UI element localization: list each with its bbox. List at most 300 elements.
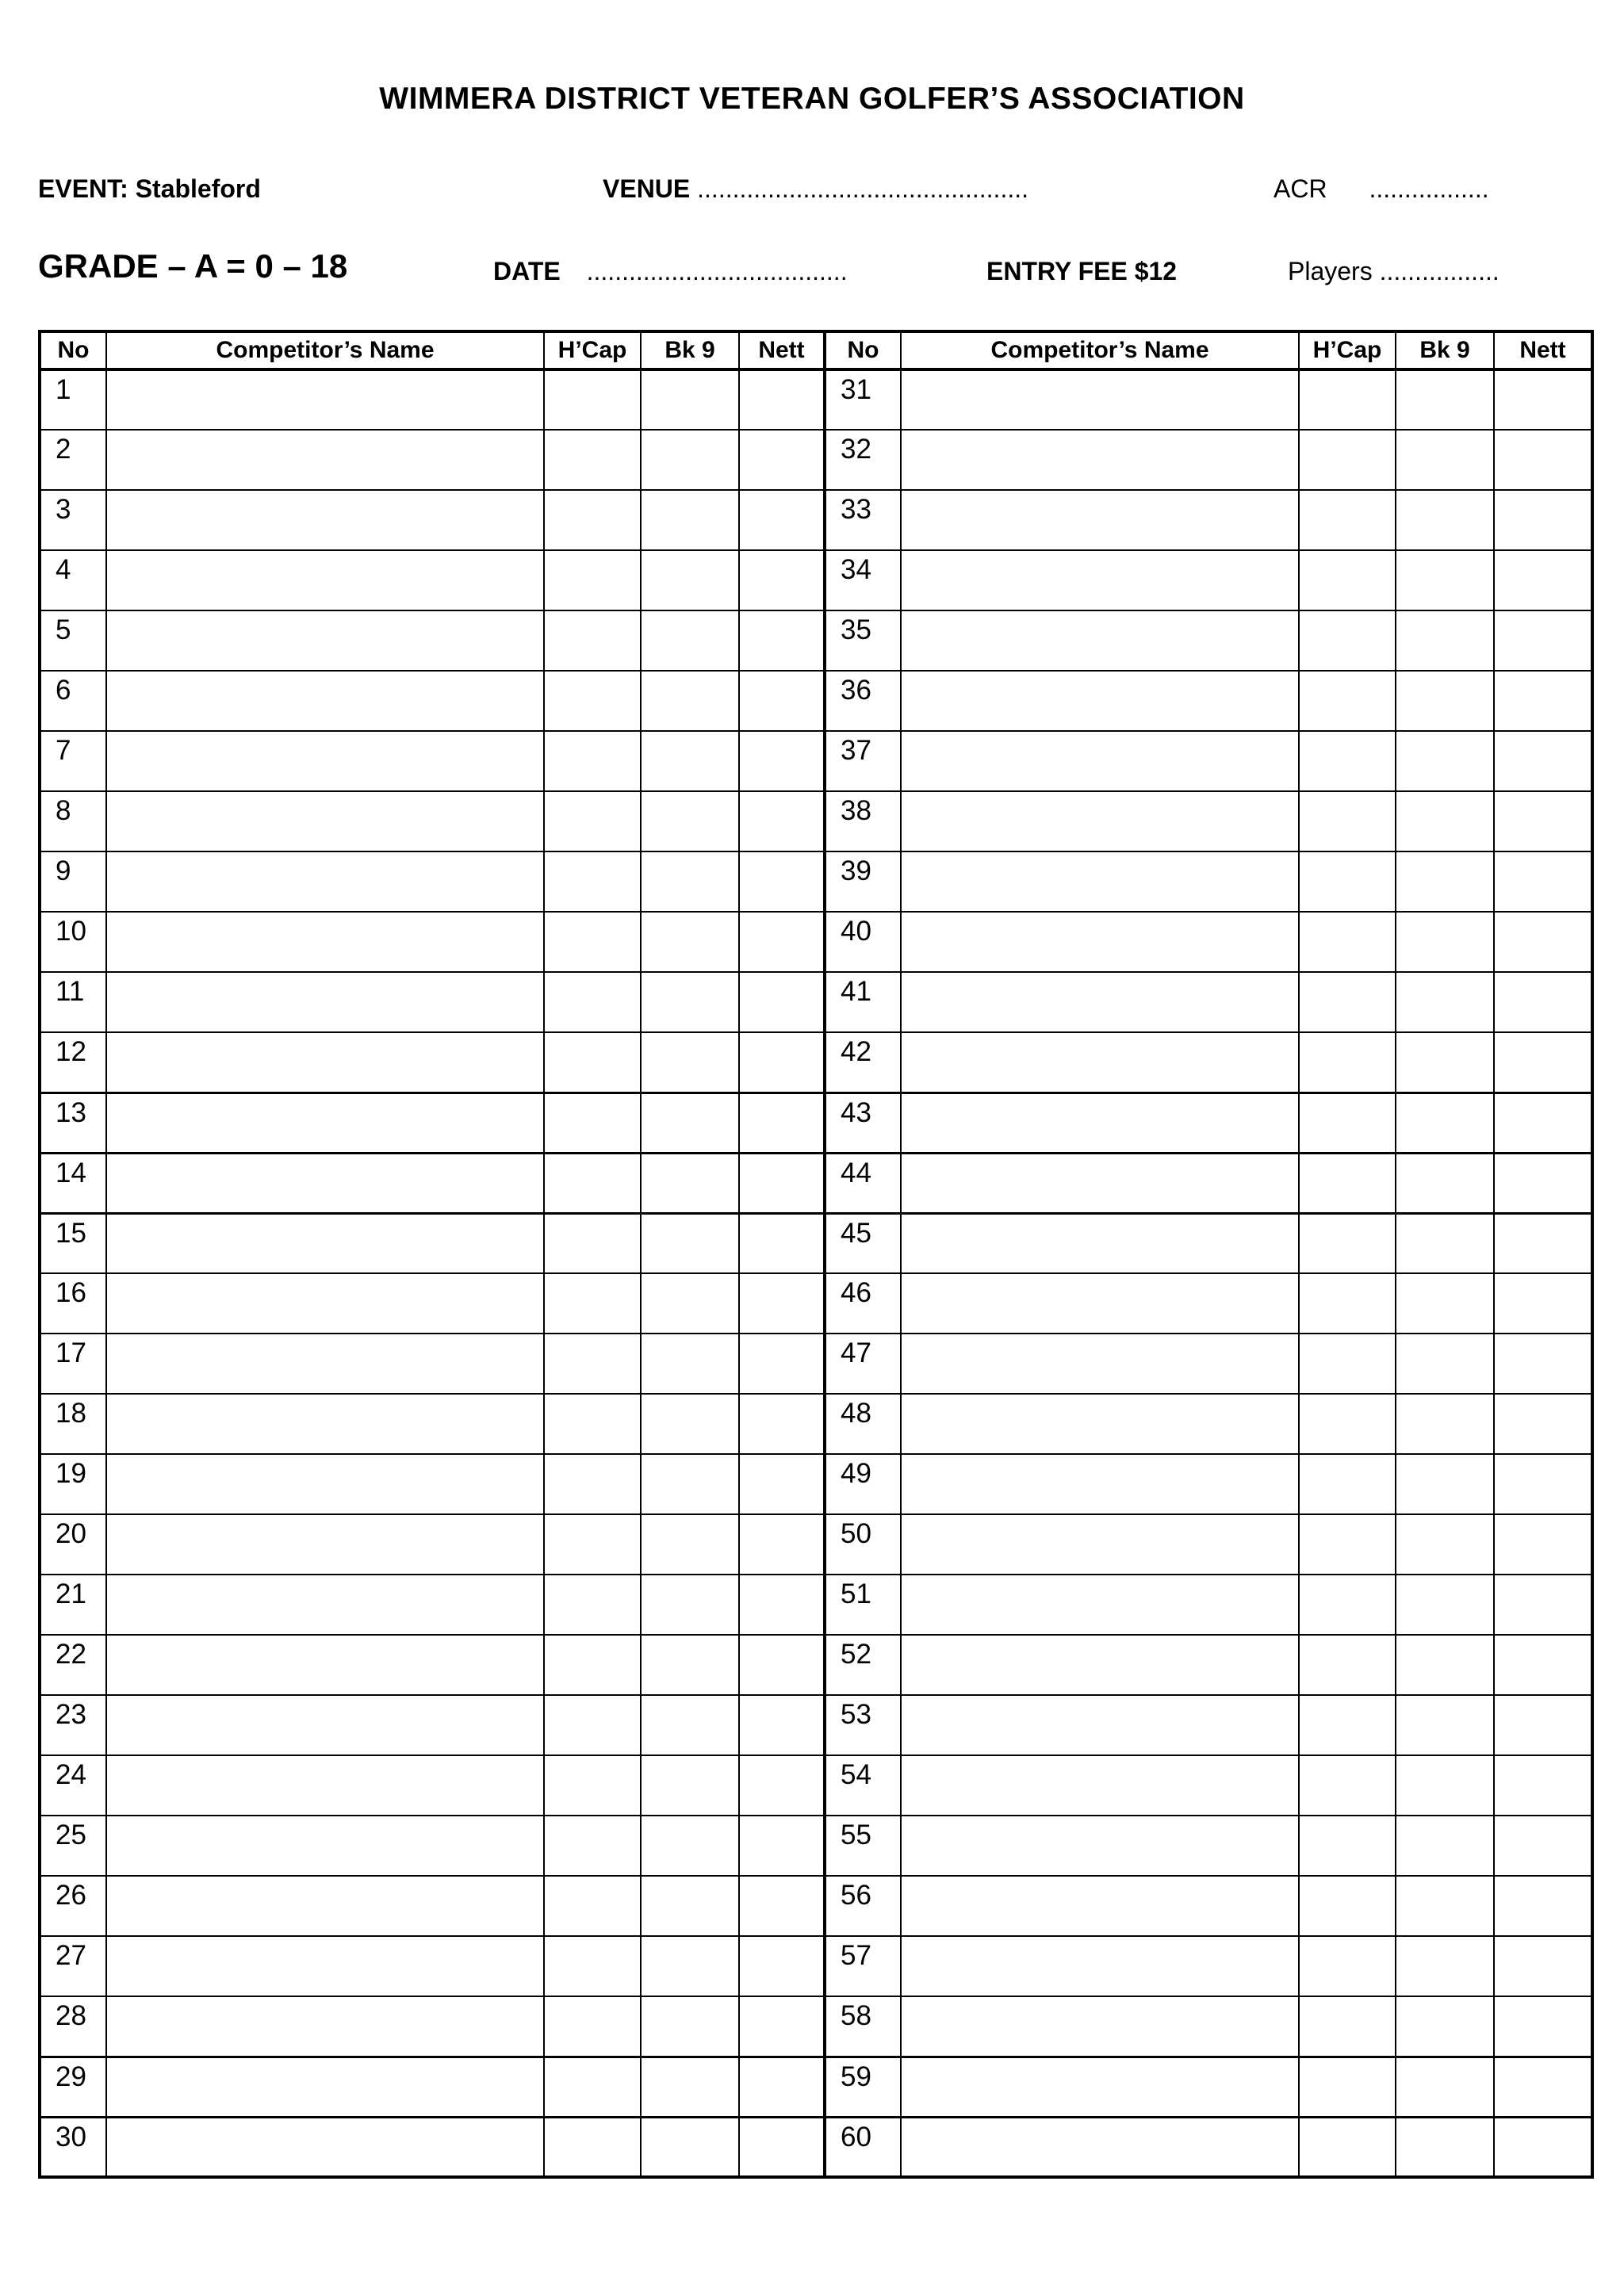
hcap-cell[interactable]	[544, 972, 641, 1032]
competitor-name-cell[interactable]	[901, 490, 1299, 550]
bk9-cell[interactable]	[641, 490, 739, 550]
row-number-cell: 44	[825, 1153, 901, 1213]
hcap-cell[interactable]	[544, 1695, 641, 1755]
bk9-cell[interactable]	[641, 1996, 739, 2057]
bk9-cell[interactable]	[1396, 972, 1494, 1032]
table-row	[40, 1032, 1592, 1093]
bk9-cell[interactable]	[1396, 1334, 1494, 1394]
row-number-cell: 54	[825, 1755, 901, 1816]
nett-cell[interactable]	[1494, 671, 1592, 731]
nett-cell[interactable]	[739, 1755, 825, 1816]
bk9-cell[interactable]	[1396, 912, 1494, 972]
nett-cell[interactable]	[739, 1936, 825, 1996]
nett-cell[interactable]	[739, 1695, 825, 1755]
bk9-cell[interactable]	[641, 791, 739, 851]
row-number-cell: 19	[40, 1454, 106, 1514]
bk9-cell[interactable]	[641, 1514, 739, 1575]
nett-cell[interactable]	[739, 791, 825, 851]
competitor-name-cell[interactable]	[901, 1394, 1299, 1454]
row-number-cell: 45	[825, 1213, 901, 1273]
competitor-name-cell[interactable]	[901, 1816, 1299, 1876]
bk9-cell[interactable]	[1396, 490, 1494, 550]
hcap-cell[interactable]	[1299, 1635, 1396, 1695]
hcap-cell[interactable]	[544, 1996, 641, 2057]
table-row	[40, 1093, 1592, 1153]
hcap-cell[interactable]	[544, 1575, 641, 1635]
competitor-name-cell[interactable]	[106, 1454, 544, 1514]
row-number-cell: 23	[40, 1695, 106, 1755]
nett-cell[interactable]	[1494, 1695, 1592, 1755]
nett-cell[interactable]	[1494, 1575, 1592, 1635]
hcap-cell[interactable]	[544, 550, 641, 610]
competitor-name-cell[interactable]	[106, 430, 544, 490]
row-number-cell: 18	[40, 1394, 106, 1454]
hcap-cell[interactable]	[1299, 1514, 1396, 1575]
nett-cell[interactable]	[1494, 1816, 1592, 1876]
row-number-cell: 9	[40, 851, 106, 912]
competitor-name-cell[interactable]	[106, 1755, 544, 1816]
bk9-cell[interactable]	[1396, 1273, 1494, 1334]
nett-cell[interactable]	[1494, 1093, 1592, 1153]
competitor-name-cell[interactable]	[901, 851, 1299, 912]
competitor-name-cell[interactable]	[106, 550, 544, 610]
bk9-cell[interactable]	[1396, 851, 1494, 912]
hcap-cell[interactable]	[544, 671, 641, 731]
nett-cell[interactable]	[739, 1996, 825, 2057]
competitor-name-cell[interactable]	[106, 1575, 544, 1635]
nett-cell[interactable]	[1494, 1153, 1592, 1213]
nett-cell[interactable]	[739, 1514, 825, 1575]
date-input[interactable]: .....................................	[586, 257, 848, 285]
hcap-cell[interactable]	[544, 1032, 641, 1093]
nett-cell[interactable]	[1494, 1273, 1592, 1334]
bk9-cell[interactable]	[1396, 1816, 1494, 1876]
nett-cell[interactable]	[739, 671, 825, 731]
hcap-cell[interactable]	[1299, 1273, 1396, 1334]
nett-cell[interactable]	[739, 610, 825, 671]
nett-cell[interactable]	[1494, 550, 1592, 610]
table-row	[40, 2057, 1592, 2117]
hcap-cell[interactable]	[1299, 1454, 1396, 1514]
table-header-row	[40, 331, 1592, 369]
row-number-cell: 60	[825, 2117, 901, 2177]
hcap-cell[interactable]	[1299, 912, 1396, 972]
bk9-cell[interactable]	[641, 1695, 739, 1755]
hcap-cell[interactable]	[1299, 2057, 1396, 2117]
table-row	[40, 731, 1592, 791]
table-row	[40, 1394, 1592, 1454]
nett-cell[interactable]	[1494, 1334, 1592, 1394]
bk9-cell[interactable]	[641, 1093, 739, 1153]
competitor-name-cell[interactable]	[106, 1093, 544, 1153]
hcap-cell[interactable]	[1299, 1876, 1396, 1936]
nett-cell[interactable]	[739, 1816, 825, 1876]
table-row	[40, 2117, 1592, 2177]
nett-cell[interactable]	[1494, 1936, 1592, 1996]
bk9-cell[interactable]	[1396, 1394, 1494, 1454]
bk9-cell[interactable]	[1396, 369, 1494, 430]
nett-cell[interactable]	[1494, 610, 1592, 671]
hcap-cell[interactable]	[544, 610, 641, 671]
bk9-cell[interactable]	[1396, 1093, 1494, 1153]
hcap-cell[interactable]	[544, 1273, 641, 1334]
hcap-cell[interactable]	[544, 490, 641, 550]
competitor-name-cell[interactable]	[901, 550, 1299, 610]
players-label: Players	[1288, 257, 1373, 285]
competitor-name-cell[interactable]	[901, 1936, 1299, 1996]
competitor-name-cell[interactable]	[901, 1635, 1299, 1695]
hcap-cell[interactable]	[544, 1394, 641, 1454]
hcap-cell[interactable]	[544, 1514, 641, 1575]
bk9-cell[interactable]	[641, 1213, 739, 1273]
nett-cell[interactable]	[739, 1213, 825, 1273]
bk9-cell[interactable]	[1396, 1635, 1494, 1695]
competitor-name-cell[interactable]	[901, 1334, 1299, 1394]
nett-cell[interactable]	[739, 1153, 825, 1213]
bk9-cell[interactable]	[1396, 1153, 1494, 1213]
hcap-cell[interactable]	[544, 1153, 641, 1213]
nett-cell[interactable]	[739, 490, 825, 550]
table-row	[40, 1695, 1592, 1755]
bk9-cell[interactable]	[641, 1816, 739, 1876]
competitor-name-cell[interactable]	[106, 2117, 544, 2177]
bk9-cell[interactable]	[1396, 1755, 1494, 1816]
row-number-cell: 26	[40, 1876, 106, 1936]
row-number-cell: 56	[825, 1876, 901, 1936]
bk9-cell[interactable]	[1396, 2117, 1494, 2177]
nett-cell[interactable]	[739, 1032, 825, 1093]
bk9-cell[interactable]	[641, 1876, 739, 1936]
bk9-cell[interactable]	[1396, 1213, 1494, 1273]
bk9-cell[interactable]	[1396, 2057, 1494, 2117]
hcap-cell[interactable]	[1299, 1093, 1396, 1153]
competitor-name-cell[interactable]	[106, 1273, 544, 1334]
nett-cell[interactable]	[739, 1093, 825, 1153]
bk9-cell[interactable]	[641, 1032, 739, 1093]
bk9-cell[interactable]	[1396, 610, 1494, 671]
date-field	[493, 257, 848, 286]
bk9-cell[interactable]	[641, 1334, 739, 1394]
row-number-cell: 3	[40, 490, 106, 550]
nett-cell[interactable]	[1494, 731, 1592, 791]
bk9-cell[interactable]	[641, 610, 739, 671]
nett-cell[interactable]	[739, 369, 825, 430]
competitor-name-cell[interactable]	[106, 610, 544, 671]
row-number-cell: 2	[40, 430, 106, 490]
nett-cell[interactable]	[739, 2057, 825, 2117]
hcap-cell[interactable]	[1299, 1032, 1396, 1093]
competitor-name-cell[interactable]	[901, 972, 1299, 1032]
competitor-name-cell[interactable]	[106, 1695, 544, 1755]
competitor-name-cell[interactable]	[106, 851, 544, 912]
row-number-cell: 6	[40, 671, 106, 731]
bk9-cell[interactable]	[641, 2057, 739, 2117]
nett-cell[interactable]	[739, 912, 825, 972]
table-row	[40, 912, 1592, 972]
competitor-name-cell[interactable]	[901, 1093, 1299, 1153]
hcap-cell[interactable]	[1299, 1575, 1396, 1635]
grade-label: GRADE – A = 0 – 18	[38, 247, 348, 285]
hcap-cell[interactable]	[544, 731, 641, 791]
row-number-cell: 16	[40, 1273, 106, 1334]
bk9-cell[interactable]	[641, 1394, 739, 1454]
row-number-cell: 4	[40, 550, 106, 610]
bk9-cell[interactable]	[1396, 731, 1494, 791]
bk9-cell[interactable]	[1396, 1454, 1494, 1514]
bk9-cell[interactable]	[641, 1936, 739, 1996]
competitor-name-cell[interactable]	[901, 1575, 1299, 1635]
bk9-cell[interactable]	[1396, 791, 1494, 851]
bk9-cell[interactable]	[1396, 1575, 1494, 1635]
bk9-cell[interactable]	[1396, 1695, 1494, 1755]
players-field	[1288, 257, 1500, 286]
nett-cell[interactable]	[739, 851, 825, 912]
row-number-cell: 15	[40, 1213, 106, 1273]
hcap-cell[interactable]	[544, 1876, 641, 1936]
acr-input[interactable]: .................	[1369, 174, 1489, 203]
hcap-cell[interactable]	[544, 1334, 641, 1394]
competitor-name-cell[interactable]	[901, 791, 1299, 851]
hcap-cell[interactable]	[1299, 1153, 1396, 1213]
bk9-cell[interactable]	[641, 1153, 739, 1213]
table-row	[40, 490, 1592, 550]
row-number-cell: 22	[40, 1635, 106, 1695]
venue-input[interactable]: ...............................................	[697, 174, 1028, 203]
hcap-cell[interactable]	[544, 1093, 641, 1153]
competitor-name-cell[interactable]	[106, 1816, 544, 1876]
hcap-cell[interactable]	[1299, 1996, 1396, 2057]
table-row	[40, 610, 1592, 671]
competitor-name-cell[interactable]	[901, 1876, 1299, 1936]
competitor-name-cell[interactable]	[901, 2117, 1299, 2177]
bk9-cell[interactable]	[641, 1575, 739, 1635]
row-number-cell: 50	[825, 1514, 901, 1575]
nett-cell[interactable]	[739, 1635, 825, 1695]
hcap-cell[interactable]	[1299, 1936, 1396, 1996]
hcap-cell[interactable]	[1299, 851, 1396, 912]
competitor-name-cell[interactable]	[901, 731, 1299, 791]
competitor-name-cell[interactable]	[901, 1273, 1299, 1334]
bk9-cell[interactable]	[641, 430, 739, 490]
competitor-name-cell[interactable]	[106, 1876, 544, 1936]
row-number-cell: 51	[825, 1575, 901, 1635]
row-number-cell: 10	[40, 912, 106, 972]
hcap-cell[interactable]	[1299, 972, 1396, 1032]
hcap-cell[interactable]	[1299, 791, 1396, 851]
competitor-name-cell[interactable]	[901, 912, 1299, 972]
hcap-cell[interactable]	[1299, 610, 1396, 671]
competitor-name-cell[interactable]	[106, 912, 544, 972]
table-row	[40, 1635, 1592, 1695]
hcap-cell[interactable]	[544, 430, 641, 490]
bk9-cell[interactable]	[1396, 1996, 1494, 2057]
hcap-cell[interactable]	[544, 791, 641, 851]
bk9-cell[interactable]	[641, 369, 739, 430]
players-input[interactable]: .................	[1379, 257, 1500, 285]
row-number-cell: 47	[825, 1334, 901, 1394]
bk9-cell[interactable]	[1396, 1032, 1494, 1093]
hcap-cell[interactable]	[544, 1454, 641, 1514]
hcap-cell[interactable]	[1299, 731, 1396, 791]
competitor-name-cell[interactable]	[901, 369, 1299, 430]
competitor-name-cell[interactable]	[106, 1032, 544, 1093]
date-label: DATE	[493, 257, 561, 285]
row-number-cell: 29	[40, 2057, 106, 2117]
bk9-cell[interactable]	[641, 1635, 739, 1695]
nett-cell[interactable]	[1494, 1635, 1592, 1695]
row-number-cell: 49	[825, 1454, 901, 1514]
hcap-cell[interactable]	[1299, 1695, 1396, 1755]
nett-cell[interactable]	[1494, 490, 1592, 550]
nett-cell[interactable]	[739, 430, 825, 490]
acr-label: ACR	[1274, 174, 1327, 203]
competitor-name-cell[interactable]	[901, 430, 1299, 490]
hcap-cell[interactable]	[544, 1816, 641, 1876]
competitor-name-cell[interactable]	[901, 610, 1299, 671]
col-competitor-name-right: Competitor’s Name	[901, 331, 1299, 369]
nett-cell[interactable]	[1494, 1996, 1592, 2057]
nett-cell[interactable]	[739, 1454, 825, 1514]
nett-cell[interactable]	[1494, 791, 1592, 851]
competitor-name-cell[interactable]	[901, 671, 1299, 731]
row-number-cell: 58	[825, 1996, 901, 2057]
nett-cell[interactable]	[1494, 1514, 1592, 1575]
table-row	[40, 369, 1592, 430]
nett-cell[interactable]	[739, 1876, 825, 1936]
nett-cell[interactable]	[1494, 1876, 1592, 1936]
bk9-cell[interactable]	[1396, 430, 1494, 490]
competitor-name-cell[interactable]	[901, 2057, 1299, 2117]
row-number-cell: 20	[40, 1514, 106, 1575]
competitor-name-cell[interactable]	[106, 1213, 544, 1273]
hcap-cell[interactable]	[1299, 430, 1396, 490]
bk9-cell[interactable]	[1396, 1514, 1494, 1575]
competitor-name-cell[interactable]	[106, 671, 544, 731]
bk9-cell[interactable]	[1396, 671, 1494, 731]
competitor-name-cell[interactable]	[901, 1514, 1299, 1575]
hcap-cell[interactable]	[1299, 1755, 1396, 1816]
col-hcap-right: H’Cap	[1299, 331, 1396, 369]
hcap-cell[interactable]	[1299, 671, 1396, 731]
row-number-cell: 13	[40, 1093, 106, 1153]
hcap-cell[interactable]	[1299, 2117, 1396, 2177]
competitor-name-cell[interactable]	[901, 1213, 1299, 1273]
competitor-name-cell[interactable]	[106, 1394, 544, 1454]
competitor-name-cell[interactable]	[106, 1334, 544, 1394]
hcap-cell[interactable]	[1299, 490, 1396, 550]
nett-cell[interactable]	[1494, 912, 1592, 972]
hcap-cell[interactable]	[544, 2057, 641, 2117]
nett-cell[interactable]	[1494, 1755, 1592, 1816]
bk9-cell[interactable]	[1396, 1876, 1494, 1936]
row-number-cell: 25	[40, 1816, 106, 1876]
nett-cell[interactable]	[739, 1273, 825, 1334]
col-nett: Nett	[739, 331, 825, 369]
bk9-cell[interactable]	[641, 972, 739, 1032]
competitor-name-cell[interactable]	[106, 2057, 544, 2117]
bk9-cell[interactable]	[641, 1755, 739, 1816]
bk9-cell[interactable]	[641, 731, 739, 791]
bk9-cell[interactable]	[641, 671, 739, 731]
row-number-cell: 5	[40, 610, 106, 671]
nett-cell[interactable]	[739, 1394, 825, 1454]
nett-cell[interactable]	[1494, 1213, 1592, 1273]
bk9-cell[interactable]	[641, 1273, 739, 1334]
nett-cell[interactable]	[1494, 1394, 1592, 1454]
competitor-name-cell[interactable]	[901, 1695, 1299, 1755]
competitor-name-cell[interactable]	[901, 1996, 1299, 2057]
competitor-name-cell[interactable]	[106, 1635, 544, 1695]
bk9-cell[interactable]	[641, 912, 739, 972]
nett-cell[interactable]	[1494, 972, 1592, 1032]
competitor-name-cell[interactable]	[106, 369, 544, 430]
hcap-cell[interactable]	[1299, 1213, 1396, 1273]
bk9-cell[interactable]	[641, 550, 739, 610]
competitor-name-cell[interactable]	[901, 1032, 1299, 1093]
event-label: EVENT: Stableford	[38, 174, 261, 203]
competitor-name-cell[interactable]	[106, 972, 544, 1032]
competitor-name-cell[interactable]	[901, 1454, 1299, 1514]
hcap-cell[interactable]	[544, 912, 641, 972]
bk9-cell[interactable]	[641, 1454, 739, 1514]
competitor-name-cell[interactable]	[106, 1514, 544, 1575]
hcap-cell[interactable]	[544, 2117, 641, 2177]
row-number-cell: 42	[825, 1032, 901, 1093]
nett-cell[interactable]	[739, 972, 825, 1032]
competitor-name-cell[interactable]	[106, 731, 544, 791]
nett-cell[interactable]	[739, 2117, 825, 2177]
nett-cell[interactable]	[1494, 2057, 1592, 2117]
competitor-name-cell[interactable]	[106, 1936, 544, 1996]
hcap-cell[interactable]	[544, 1936, 641, 1996]
bk9-cell[interactable]	[641, 851, 739, 912]
bk9-cell[interactable]	[1396, 550, 1494, 610]
competitor-name-cell[interactable]	[106, 490, 544, 550]
row-number-cell: 11	[40, 972, 106, 1032]
hcap-cell[interactable]	[544, 1635, 641, 1695]
hcap-cell[interactable]	[1299, 369, 1396, 430]
row-number-cell: 59	[825, 2057, 901, 2117]
hcap-cell[interactable]	[1299, 1394, 1396, 1454]
nett-cell[interactable]	[739, 550, 825, 610]
competitor-name-cell[interactable]	[106, 1153, 544, 1213]
hcap-cell[interactable]	[544, 369, 641, 430]
competitor-name-cell[interactable]	[106, 791, 544, 851]
nett-cell[interactable]	[1494, 369, 1592, 430]
competitor-name-cell[interactable]	[106, 1996, 544, 2057]
nett-cell[interactable]	[1494, 2117, 1592, 2177]
nett-cell[interactable]	[1494, 1032, 1592, 1093]
row-number-cell: 27	[40, 1936, 106, 1996]
competitor-name-cell[interactable]	[901, 1153, 1299, 1213]
hcap-cell[interactable]	[1299, 1334, 1396, 1394]
hcap-cell[interactable]	[544, 1755, 641, 1816]
competitor-name-cell[interactable]	[901, 1755, 1299, 1816]
bk9-cell[interactable]	[641, 2117, 739, 2177]
nett-cell[interactable]	[739, 1334, 825, 1394]
hcap-cell[interactable]	[544, 851, 641, 912]
hcap-cell[interactable]	[1299, 550, 1396, 610]
nett-cell[interactable]	[739, 731, 825, 791]
nett-cell[interactable]	[739, 1575, 825, 1635]
nett-cell[interactable]	[1494, 430, 1592, 490]
bk9-cell[interactable]	[1396, 1936, 1494, 1996]
nett-cell[interactable]	[1494, 1454, 1592, 1514]
hcap-cell[interactable]	[544, 1213, 641, 1273]
hcap-cell[interactable]	[1299, 1816, 1396, 1876]
nett-cell[interactable]	[1494, 851, 1592, 912]
row-number-cell: 52	[825, 1635, 901, 1695]
